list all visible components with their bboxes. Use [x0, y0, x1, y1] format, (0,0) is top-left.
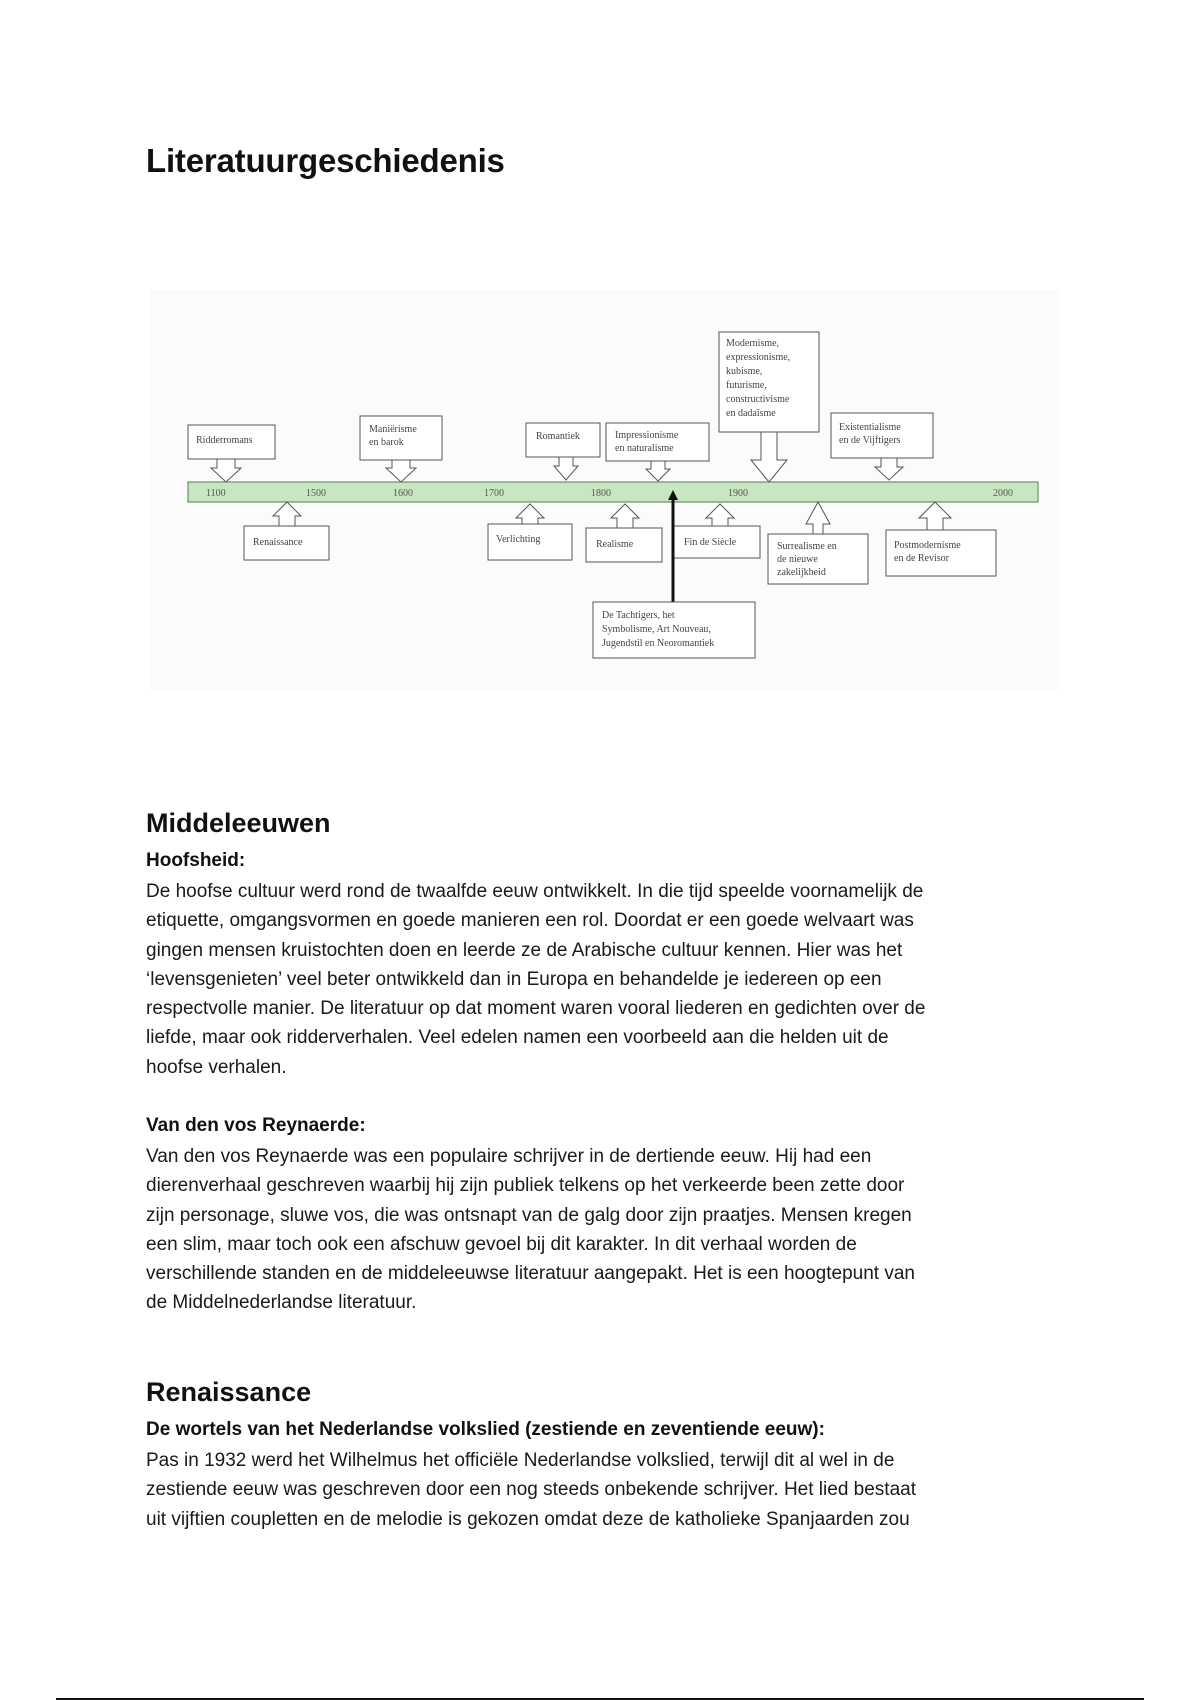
period-label: Impressionisme [615, 430, 679, 441]
sub-heading-hoofsheid: Hoofsheid: [146, 850, 246, 871]
period-label: en barok [369, 437, 404, 448]
text-line: liefde, maar ook ridderverhalen. Veel edelen namen een voorbeeld aan die helden uit de [146, 1027, 889, 1049]
text-line: zestiende eeuw was geschreven door een nog steeds onbekende schrijver. Het lied bestaat [146, 1479, 916, 1501]
period-label: Maniërisme [369, 424, 417, 435]
paragraph-reynaerde [146, 1142, 1076, 1318]
text-line: etiquette, omgangsvormen en goede manieren een rol. Doordat er een goede welvaart was [146, 910, 914, 932]
paragraph-volkslied [146, 1446, 1076, 1534]
period-label: en de Revisor [894, 553, 949, 564]
period-label: Fin de Siècle [684, 537, 737, 548]
year-label: 2000 [993, 488, 1013, 499]
period-label: Existentialisme [839, 422, 901, 433]
sub-heading-reynaerde: Van den vos Reynaerde: [146, 1115, 366, 1136]
text-line: De hoofse cultuur werd rond de twaalfde eeuw ontwikkelt. In die tijd speelde voornamelijk de [146, 881, 924, 902]
section-heading-middeleeuwen: Middeleeuwen [146, 808, 331, 838]
text-line: ‘levensgenieten’ veel beter ontwikkeld dan in Europa en behandelde je iedereen op een [146, 968, 882, 990]
text-line: verschillende standen en de middeleeuwse literatuur aangepakt. Het is een hoogtepunt van [146, 1263, 915, 1285]
text-line: respectvolle manier. De literatuur op dat moment waren vooral liederen en gedichten over de [146, 998, 926, 1020]
year-label: 1100 [206, 488, 226, 499]
text-line: Pas in 1932 werd het Wilhelmus het officiële Nederlandse volkslied, terwijl dit al wel in de [146, 1450, 895, 1471]
period-label: Ridderromans [196, 435, 253, 446]
period-label: en naturalisme [615, 443, 674, 454]
year-label: 1500 [306, 488, 326, 499]
period-label: De Tachtigers, het [602, 610, 675, 621]
text-line: hoofse verhalen. [146, 1056, 287, 1078]
period-label: de nieuwe [777, 554, 818, 565]
period-label: Modernisme, [726, 338, 780, 349]
period-label: Romantiek [536, 431, 580, 442]
timeline-figure [150, 290, 1060, 690]
period-label: Postmodernisme [894, 540, 961, 551]
period-label: Verlichting [496, 534, 541, 545]
period-label: Renaissance [253, 537, 303, 548]
period-label: Symbolisme, Art Nouveau, [602, 624, 711, 635]
section-heading-renaissance: Renaissance [146, 1377, 312, 1407]
text-line: een slim, maar toch ook een afschuw gevoel bij dit karakter. In dit verhaal worden de [146, 1233, 857, 1255]
period-label: en dadaïsme [726, 408, 776, 419]
period-label: Realisme [596, 539, 634, 550]
year-label: 1900 [728, 488, 748, 499]
year-label: 1700 [484, 488, 504, 499]
text-line: dierenverhaal geschreven waarbij hij zijn publiek telkens op het verkeerde been zette door [146, 1175, 905, 1197]
page-title: Literatuurgeschiedenis [146, 142, 505, 179]
text-line: Van den vos Reynaerde was een populaire schrijver in de dertiende eeuw. Hij had een [146, 1146, 872, 1167]
text-line: gingen mensen kruistochten doen en leerde ze de Arabische cultuur kennen. Hier was het [146, 939, 903, 961]
period-label: Jugendstil en Neoromantiek [602, 638, 715, 649]
year-label: 1800 [591, 488, 611, 499]
period-label: expressionisme, [726, 352, 791, 363]
period-label: futurisme, [726, 380, 767, 391]
period-label: constructivisme [726, 394, 790, 405]
text-line: zijn personage, sluwe vos, die was ontsnapt van de galg door zijn praatjes. Mensen kregen [146, 1204, 912, 1226]
period-label: en de Vijftigers [839, 435, 901, 446]
period-label: zakelijkheid [777, 567, 826, 578]
text-line: de Middelnederlandse literatuur. [146, 1292, 417, 1314]
sub-heading-volkslied: De wortels van het Nederlandse volkslied (zestiende en zeventiende eeuw): [146, 1419, 825, 1440]
period-label: Surrealisme en [777, 541, 837, 552]
year-label: 1600 [393, 488, 413, 499]
paragraph-hoofsheid [146, 877, 1076, 1082]
period-label: kubisme, [726, 366, 763, 377]
text-line: uit vijftien coupletten en de melodie is gekozen omdat deze de katholieke Spanjaarden zou [146, 1508, 910, 1530]
